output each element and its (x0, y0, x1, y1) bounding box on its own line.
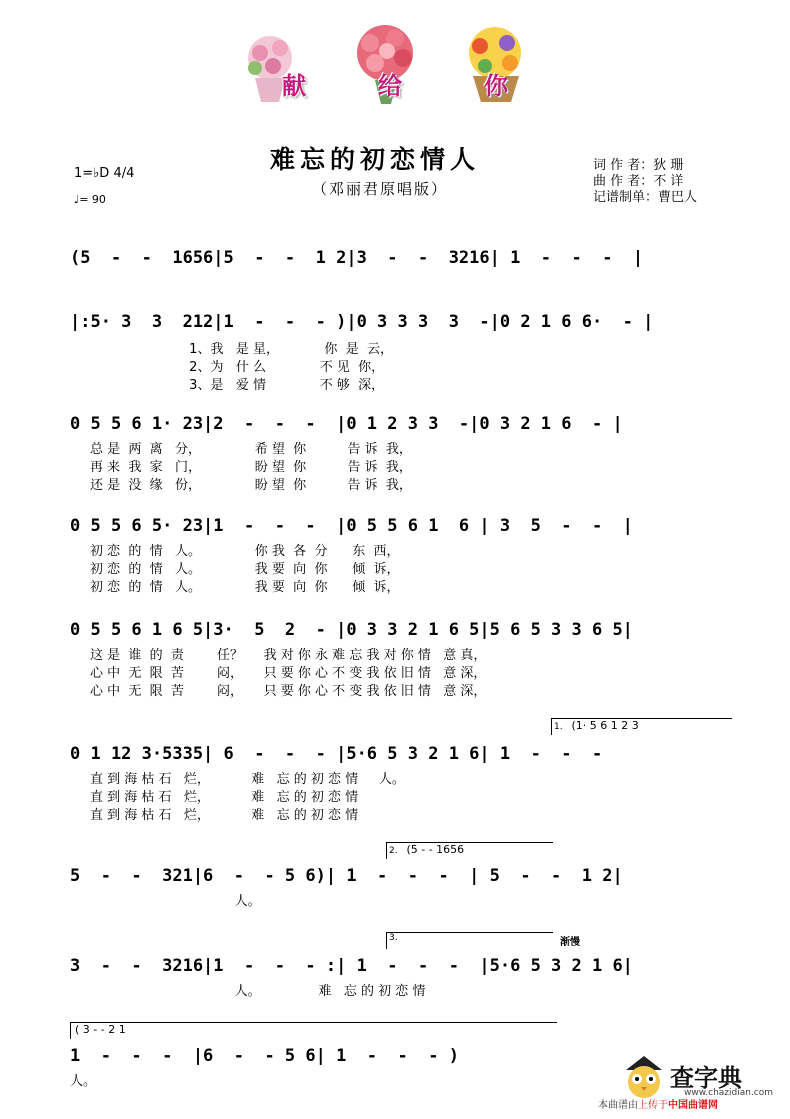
footnote-site: 中国曲谱网 (668, 1100, 718, 1111)
owl-mascot-icon (622, 1052, 666, 1100)
song-title: 难忘的初恋情人 (270, 145, 481, 174)
lyric-verse-2: 心 中 无 限 苦 闷， 只 要 你 心 不 变 我 依 旧 情 意 深， (90, 666, 487, 681)
chazidian-logo (622, 1052, 782, 1102)
notes-line: 5 - - 321|6 - - 5 6)| 1 - - - | 5 - - 1 2| (70, 866, 623, 886)
first-ending-bracket (551, 718, 732, 735)
third-ending-label: 3. (389, 933, 398, 943)
footnote-red: 上传于 (638, 1100, 668, 1111)
second-ending-bracket (386, 842, 553, 859)
ritardando-marking: 渐慢 (560, 937, 580, 948)
banner-char-3: 你 (484, 71, 508, 100)
tempo-marking: ♩= 90 (74, 193, 106, 206)
lyric-verse-1: 直 到 海 枯 石 烂， 难 忘 的 初 恋 情 人。 (90, 772, 405, 787)
first-ending-notes: (1· 5 6 1 2 3 (571, 719, 639, 732)
lyric-verse-3: 心 中 无 限 苦 闷， 只 要 你 心 不 变 我 依 旧 情 意 深， (90, 684, 487, 699)
lyric-verse-3: 3、是 爱 情 不 够 深， (90, 378, 385, 393)
composer-credit: 曲 作 者：不 详 (593, 174, 684, 189)
lyric-verse-2: 再 来 我 家 门， 盼 望 你 告 诉 我， (90, 460, 412, 475)
coda-notes: ( 3 - - 2 1 (75, 1023, 126, 1036)
notes-line: 1 - - - |6 - - 5 6| 1 - - - ) (70, 1046, 459, 1066)
logo-url: www.chazidian.com (684, 1088, 774, 1098)
notes-line: 0 5 5 6 1 6 5|3· 5 2 - |0 3 3 2 1 6 5|5 6 5 3 3 6 5| (70, 620, 633, 640)
lyric-verse-1: 初 恋 的 情 人。 你 我 各 分 东 西， (90, 544, 400, 559)
notes-line: (5 - - 1656|5 - - 1 2|3 - - 3216| 1 - - - | (70, 248, 644, 268)
lyric-verse-2: 2、为 什 么 不 见 你， (90, 360, 385, 375)
lyric-verse-3: 初 恋 的 情 人。 我 要 向 你 倾 诉， (90, 580, 400, 595)
key-signature: 1=♭D 4/4 (74, 166, 135, 181)
transcriber-credit: 记谱制单：曹巴人 (593, 190, 698, 205)
lyric-verse-3: 还 是 没 缘 份， 盼 望 你 告 诉 我， (90, 478, 412, 493)
first-ending-label: 1. (554, 722, 563, 732)
credits (593, 158, 697, 206)
lyric-verse-3: 直 到 海 枯 石 烂， 难 忘 的 初 恋 情 (90, 808, 359, 823)
second-ending-notes: (5 - - 1656 (406, 843, 465, 856)
lyricist-credit: 词 作 者：狄 珊 (593, 158, 684, 173)
lyric-line: 人。 (70, 1074, 97, 1089)
second-ending-label: 2. (389, 846, 398, 856)
lyric-verse-2: 初 恋 的 情 人。 我 要 向 你 倾 诉， (90, 562, 400, 577)
notes-line: 0 5 5 6 1· 23|2 - - - |0 1 2 3 3 -|0 3 2 1 6 - | (70, 414, 623, 434)
banner-char-1: 献 (282, 71, 306, 100)
notes-line: 0 5 5 6 5· 23|1 - - - |0 5 5 6 1 6 | 3 5 - - | (70, 516, 633, 536)
footnote-prefix: 本曲谱由 (598, 1100, 638, 1111)
logo-text: 查字典 (670, 1064, 742, 1092)
notes-line: 3 - - 3216|1 - - - :| 1 - - - |5·6 5 3 2 1 6| (70, 956, 633, 976)
third-ending-bracket (386, 932, 553, 949)
coda-bracket (70, 1022, 557, 1039)
lyric-line: 人。 难 忘 的 初 恋 情 (90, 984, 426, 999)
lyric-verse-1: 总 是 两 离 分， 希 望 你 告 诉 我， (90, 442, 412, 457)
song-subtitle: （邓丽君原唱版） (312, 180, 449, 198)
notes-line: 0 1 12 3·5335| 6 - - - |5·6 5 3 2 1 6| 1 - - - (70, 744, 623, 764)
footnote (598, 1096, 718, 1111)
lyric-line: 人。 (90, 894, 261, 909)
lyric-verse-1: 1、我 是 星， 你 是 云， (90, 342, 393, 357)
notes-line: |:5· 3 3 212|1 - - - )|0 3 3 3 3 -|0 2 1 6 6· - | (70, 312, 654, 332)
lyric-verse-2: 直 到 海 枯 石 烂， 难 忘 的 初 恋 情 (90, 790, 359, 805)
banner-char-2: 给 (378, 71, 402, 100)
lyric-verse-1: 这 是 谁 的 责 任？ 我 对 你 永 难 忘 我 对 你 情 意 真， (90, 648, 487, 663)
